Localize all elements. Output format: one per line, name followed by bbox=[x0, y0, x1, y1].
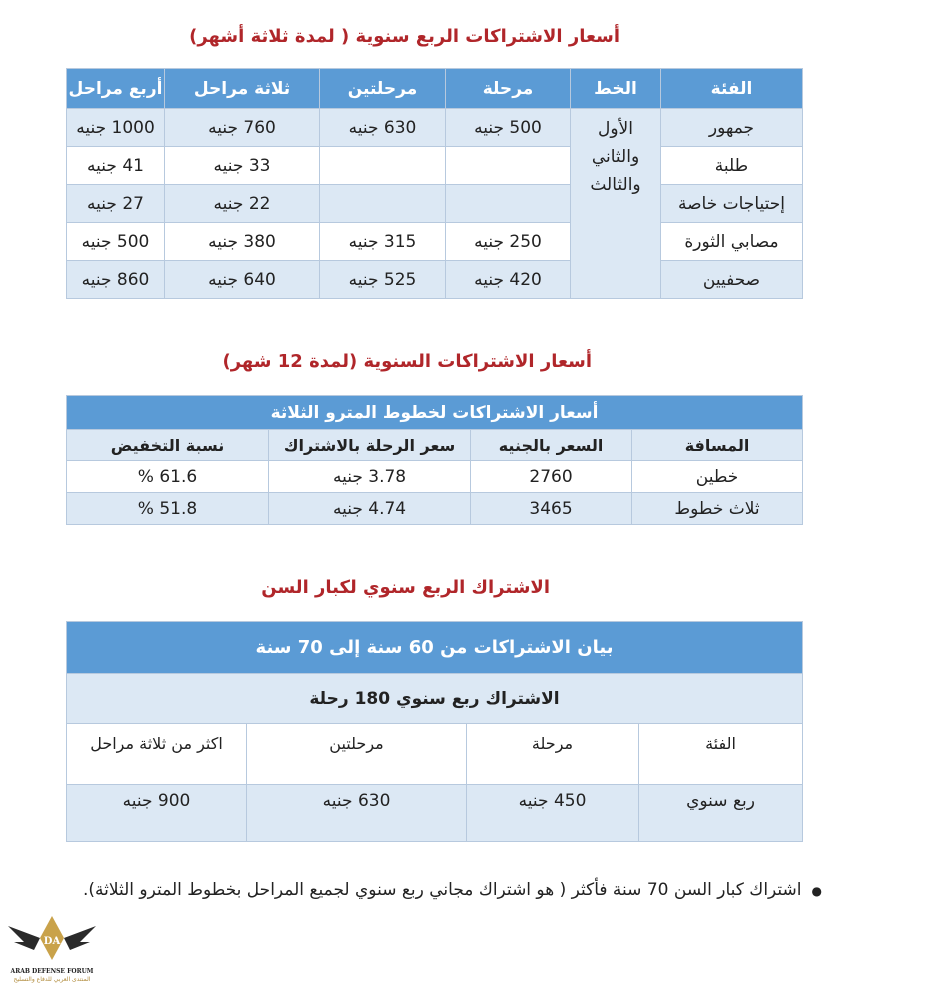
cell-stage4: 500 جنيه bbox=[67, 223, 165, 261]
table-row bbox=[67, 223, 803, 261]
line-text: الأول bbox=[598, 119, 633, 139]
table-subtitle: الاشتراك ربع سنوي 180 رحلة bbox=[67, 674, 803, 724]
header-stage2: مرحلتين bbox=[320, 69, 446, 109]
cell-stage2 bbox=[320, 147, 446, 185]
cell-stage2: 630 جنيه bbox=[320, 109, 446, 147]
cell-stage1: 450 جنيه bbox=[467, 785, 639, 842]
cell-distance: ثلاث خطوط bbox=[632, 493, 803, 525]
cell-stage4: 41 جنيه bbox=[67, 147, 165, 185]
cell-category: طلبة bbox=[661, 147, 803, 185]
cell-category: ربع سنوي bbox=[639, 785, 803, 842]
cell-category: إحتياجات خاصة bbox=[661, 185, 803, 223]
cell-stage4: 27 جنيه bbox=[67, 185, 165, 223]
header-category: الفئة bbox=[639, 724, 803, 785]
cell-stage2: 630 جنيه bbox=[247, 785, 467, 842]
header-stage1: مرحلة bbox=[467, 724, 639, 785]
cell-stage3: 380 جنيه bbox=[165, 223, 320, 261]
cell-stage3: 760 جنيه bbox=[165, 109, 320, 147]
bullet-icon: ● bbox=[811, 884, 822, 898]
seniors-table bbox=[66, 621, 803, 842]
annual-prices-table bbox=[66, 395, 803, 525]
cell-stage3: 33 جنيه bbox=[165, 147, 320, 185]
table-title: بيان الاشتراكات من 60 سنة إلى 70 سنة bbox=[67, 622, 803, 674]
cell-price: 2760 bbox=[471, 461, 632, 493]
cell-stage3: 640 جنيه bbox=[165, 261, 320, 299]
section3-title: الاشتراك الربع سنوي لكبار السن bbox=[261, 577, 550, 598]
header-stage4: أربع مراحل bbox=[67, 69, 165, 109]
cell-stage1: 420 جنيه bbox=[446, 261, 571, 299]
header-stage3: ثلاثة مراحل bbox=[165, 69, 320, 109]
header-stage2: مرحلتين bbox=[247, 724, 467, 785]
cell-category: صحفيين bbox=[661, 261, 803, 299]
table-row bbox=[67, 461, 803, 493]
header-discount: نسبة التخفيض bbox=[67, 430, 269, 461]
cell-price: 3465 bbox=[471, 493, 632, 525]
line-text: والثالث bbox=[590, 175, 641, 195]
cell-stage2 bbox=[320, 185, 446, 223]
note-text: اشتراك كبار السن 70 سنة فأكثر ( هو اشتراك مجاني ربع سنوي لجميع المراحل بخطوط المترو الثلاثة). bbox=[82, 880, 802, 900]
cell-discount: 51.8 % bbox=[67, 493, 269, 525]
cell-line bbox=[571, 109, 661, 299]
logo-initials: DA bbox=[43, 936, 61, 947]
section1-title: أسعار الاشتراكات الربع سنوية ( لمدة ثلاثة أشهر) bbox=[189, 26, 620, 47]
header-price: السعر بالجنيه bbox=[471, 430, 632, 461]
table-row bbox=[67, 493, 803, 525]
cell-category: جمهور bbox=[661, 109, 803, 147]
cell-stage1: 500 جنيه bbox=[446, 109, 571, 147]
table-title: أسعار الاشتراكات لخطوط المترو الثلاثة bbox=[67, 396, 803, 430]
header-trip-price: سعر الرحلة بالاشتراك bbox=[269, 430, 471, 461]
cell-stage1 bbox=[446, 147, 571, 185]
seniors-note bbox=[77, 873, 822, 908]
cell-category: مصابي الثورة bbox=[661, 223, 803, 261]
section2-title: أسعار الاشتراكات السنوية (لمدة 12 شهر) bbox=[222, 351, 592, 372]
header-stage1: مرحلة bbox=[446, 69, 571, 109]
table-row bbox=[67, 785, 803, 842]
quarterly-prices-table bbox=[66, 68, 803, 299]
logo-text: ARAB DEFENSE FORUM bbox=[10, 968, 94, 975]
cell-stage1: 250 جنيه bbox=[446, 223, 571, 261]
header-line: الخط bbox=[571, 69, 661, 109]
cell-stage2: 525 جنيه bbox=[320, 261, 446, 299]
cell-trip-price: 3.78 جنيه bbox=[269, 461, 471, 493]
cell-stage3plus: 900 جنيه bbox=[67, 785, 247, 842]
cell-stage2: 315 جنيه bbox=[320, 223, 446, 261]
table-row bbox=[67, 147, 803, 185]
cell-stage4: 1000 جنيه bbox=[67, 109, 165, 147]
header-stage3plus: اكثر من ثلاثة مراحل bbox=[67, 724, 247, 785]
cell-trip-price: 4.74 جنيه bbox=[269, 493, 471, 525]
header-distance: المسافة bbox=[632, 430, 803, 461]
header-category: الفئة bbox=[661, 69, 803, 109]
cell-discount: 61.6 % bbox=[67, 461, 269, 493]
logo-subtext: المنتدى العربي للدفاع والتسليح bbox=[13, 976, 91, 983]
table-row bbox=[67, 185, 803, 223]
table-row bbox=[67, 261, 803, 299]
line-text: والثاني bbox=[591, 147, 640, 167]
table-row bbox=[67, 109, 803, 147]
cell-stage3: 22 جنيه bbox=[165, 185, 320, 223]
eagle-wings-icon bbox=[4, 908, 100, 968]
forum-logo bbox=[4, 908, 100, 984]
cell-distance: خطين bbox=[632, 461, 803, 493]
cell-stage4: 860 جنيه bbox=[67, 261, 165, 299]
cell-stage1 bbox=[446, 185, 571, 223]
